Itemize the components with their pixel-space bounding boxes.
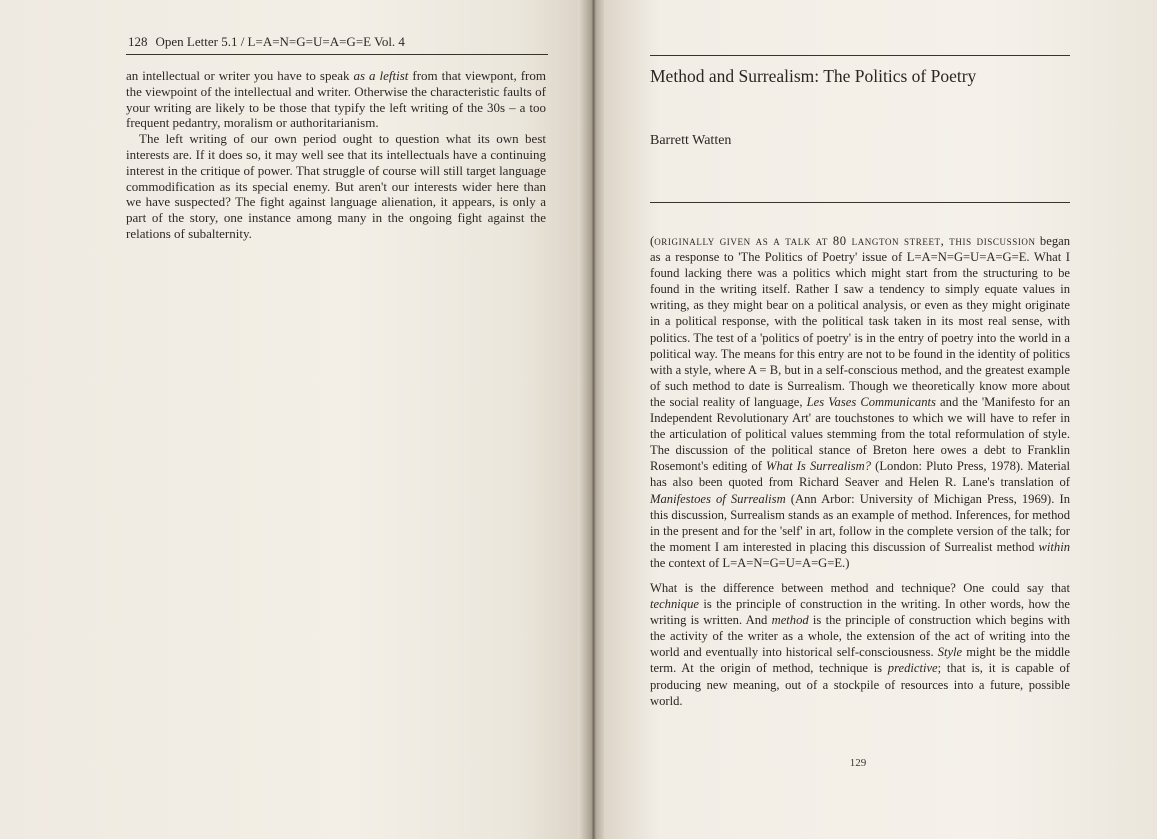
text-segment: originally given as a talk at 80 langton street, this discussion xyxy=(654,234,1036,248)
text-segment: the context of L=A=N=G=U=A=G=E.) xyxy=(650,555,850,570)
text-segment: is the principle of construction in the writing. In other words, how the writing is written. And xyxy=(650,597,1070,628)
text-segment: from that viewpont, from the viewpoint of the intellectual and writer. Otherwise the characteristic faults of your writing are likely to be those that typify the left writing of the 30s – a too frequent pedantry, moralism or authoritarianism. xyxy=(126,68,546,131)
text-segment: ( xyxy=(650,234,655,248)
paragraph xyxy=(126,68,546,131)
text-segment: as a leftist xyxy=(353,68,409,83)
text-segment: might be the middle term. At the origin of method, technique is xyxy=(650,645,1070,676)
text-segment: technique xyxy=(650,597,699,612)
text-segment: Style xyxy=(937,645,963,660)
text-segment: method xyxy=(771,613,809,628)
text-segment: ; that is, it is capable of producing new meaning, out of a stockpile of resources into a future, possible world. xyxy=(650,661,1070,708)
text-segment: (London: Pluto Press, 1978). Material has also been quoted from Richard Seaver and Helen R. Lane's translation of xyxy=(650,459,1070,490)
running-head xyxy=(128,34,548,50)
text-segment: predictive xyxy=(887,661,938,676)
page-number: 129 xyxy=(849,757,867,769)
text-segment: and the 'Manifesto for an Independent Revolutionary Art' are touchstones to which we will have to refer in the articulation of political values stemming from the total reformulation of style. The discussion of the political stance of Breton here owes a debt to Franklin Rosemont's editing of xyxy=(650,394,1071,474)
title-rule-bottom xyxy=(650,202,1070,203)
text-segment: is the principle of construction which begins with the activity of the writer as a whole, the extension of the act of writing into the world and eventually into historical self-consciousness. xyxy=(650,613,1071,660)
text-segment: What is the difference between method and technique? One could say that xyxy=(650,580,1070,595)
running-head-title: Open Letter 5.1 / L=A=N=G=U=A=G=E Vol. 4 xyxy=(155,34,405,49)
text-segment: The left writing of our own period ought to question what its own best interests are. If it does so, it may well see that its intellectuals have a continuing interest in the critique of power. That struggle of course will still target language commodification as its special enemy. But aren't our interests wider here than we have suspected? The fight against language alienation, it appears, is only a part of the story, one instance among many in the ongoing fight against the relations of subalternity. xyxy=(126,131,546,241)
text-segment: Manifestoes of Surrealism xyxy=(650,491,786,506)
article-title: Method and Surrealism: The Politics of Poetry xyxy=(650,66,977,86)
page-number: 128 xyxy=(128,34,148,49)
text-segment: Les Vases Communicants xyxy=(806,394,936,409)
text-segment: within xyxy=(1038,539,1070,554)
left-page-body xyxy=(126,68,546,242)
text-segment: began as a response to 'The Politics of Poetry' issue of L=A=N=G=U=A=G=E. What I found lacking there was a politics which might start from the structuring to be found in the writing itself. Rather I saw a tendency to simply equate values in writing, as they might bear on a political analysis, or even as they might originate in a political response, with the political task taken in its most real sense, with politics. The test of a 'politics of poetry' is in the entry of poetry into the world in a political way. The means for this entry are not to be found in the identity of politics with a style, where A = B, but in a self-conscious method, and the greatest example of such method to date is Surrealism. Though we theoretically know more about the social reality of language, xyxy=(650,234,1071,409)
paragraph xyxy=(650,233,1070,571)
header-rule xyxy=(126,54,548,55)
author-name: Barrett Watten xyxy=(650,133,732,148)
text-segment: (Ann Arbor: University of Michigan Press, 1969). In this discussion, Surrealism stands as an example of method. Inferences, for method in the present and for the 'self' in art, follow in the complete version of the talk; for the moment I am interested in placing this discussion of Surrealist method xyxy=(650,491,1070,554)
title-rule-top xyxy=(650,55,1070,56)
right-page xyxy=(604,0,1157,839)
right-page-body xyxy=(650,233,1070,709)
paragraph xyxy=(650,580,1070,709)
paragraph xyxy=(126,131,546,242)
text-segment: What Is Surrealism? xyxy=(766,459,872,474)
text-segment: an intellectual or writer you have to speak xyxy=(126,68,354,83)
